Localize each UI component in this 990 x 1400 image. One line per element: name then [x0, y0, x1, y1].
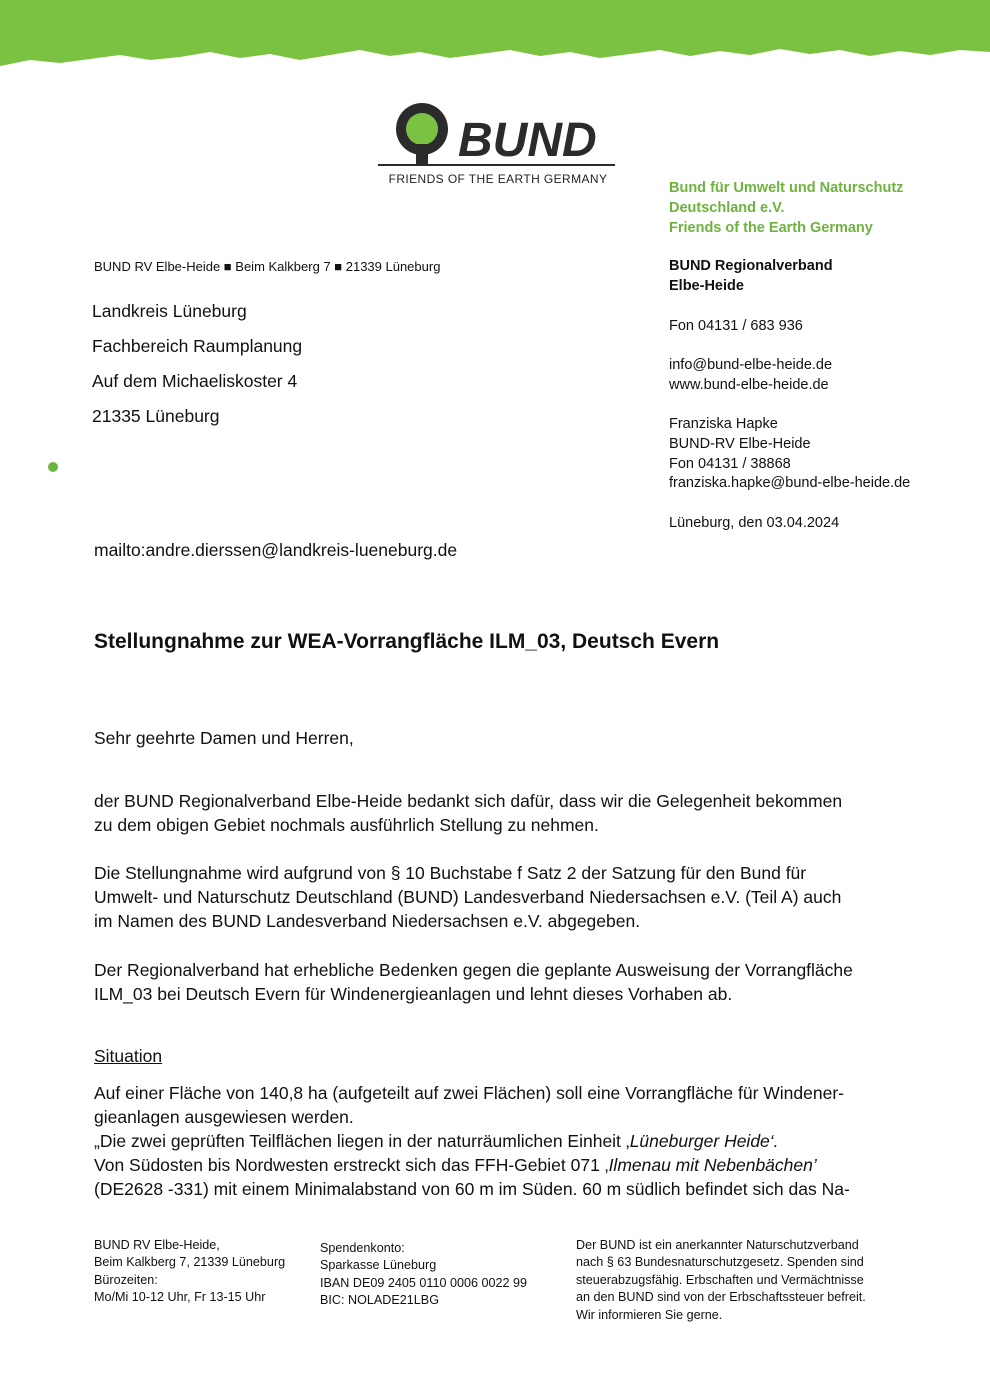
footer-address: [94, 1237, 285, 1307]
org-header: [669, 178, 903, 238]
contact-person-name: Franziska Hapke: [669, 415, 778, 432]
section-heading-situation: Situation: [94, 1046, 163, 1066]
header-green-band: [0, 0, 990, 80]
recipient-line3: Auf dem Michaeliskoster 4: [92, 371, 298, 391]
paragraph-1-line2: zu dem obigen Gebiet nochmals ausführlich Stellung zu nehmen.: [94, 815, 599, 835]
situation-line1: Auf einer Fläche von 140,8 ha (aufgeteilt auf zwei Flächen) soll eine Vorrangfläche für Windener-: [94, 1083, 845, 1103]
fold-mark: [48, 462, 58, 472]
situation-line3-italic: Lüneburger Heide‘.: [629, 1131, 779, 1151]
contact-block: [669, 257, 910, 534]
footer-col3-line1: Der BUND ist ein anerkannter Naturschutzverband: [576, 1238, 859, 1252]
footer-bank: [320, 1240, 527, 1310]
footer-col2-line2: Sparkasse Lüneburg: [320, 1258, 437, 1273]
footer-col1-line4: Mo/Mi 10-12 Uhr, Fr 13-15 Uhr: [94, 1290, 266, 1305]
footer-legal: [576, 1237, 866, 1324]
situation-line3: [94, 1129, 894, 1153]
situation-line5: (DE2628 -331) mit einem Minimalabstand von 60 m im Süden. 60 m südlich befindet sich das Na-: [94, 1179, 850, 1199]
paragraph-3-line1: Der Regionalverband hat erhebliche Bedenken gegen die geplante Ausweisung der Vorrangfläche: [94, 960, 853, 980]
footer-col2-line3: IBAN DE09 2405 0110 0006 0022 99: [320, 1275, 528, 1290]
org-header-line3: Friends of the Earth Germany: [669, 220, 873, 236]
situation-line4-text: Von Südosten bis Nordwesten erstreckt sich das FFH-Gebiet 071 ‚: [94, 1155, 609, 1175]
contact-person-email[interactable]: franziska.hapke@bund-elbe-heide.de: [669, 475, 911, 492]
paragraph-1-line1: der BUND Regionalverband Elbe-Heide bedankt sich dafür, dass wir die Gelegenheit bekommen: [94, 791, 843, 811]
contact-person-phone: Fon 04131 / 38868: [669, 455, 791, 472]
paragraph-2-line3: im Namen des BUND Landesverband Niedersachsen e.V. abgegeben.: [94, 911, 641, 931]
letter-subject: Stellungnahme zur WEA-Vorrangfläche ILM_03, Deutsch Evern: [94, 630, 720, 653]
recipient-line1: Landkreis Lüneburg: [92, 301, 247, 321]
footer-col3-line5: Wir informieren Sie gerne.: [576, 1307, 723, 1322]
paragraph-3-line2: ILM_03 bei Deutsch Evern für Windenergieanlagen und lehnt dieses Vorhaben ab.: [94, 984, 733, 1004]
footer-col3-line3: steuerabzugsfähig. Erbschaften und Vermächtnisse: [576, 1272, 864, 1287]
contact-phone: Fon 04131 / 683 936: [669, 317, 803, 334]
situation-line4: [94, 1153, 894, 1177]
footer-col1-line3: Bürozeiten:: [94, 1272, 158, 1287]
salutation: Sehr geehrte Damen und Herren,: [94, 728, 354, 748]
mailto-link[interactable]: mailto:andre.dierssen@landkreis-lueneburg.de: [94, 540, 458, 560]
contact-org-line1: BUND Regionalverband: [669, 258, 833, 274]
situation-line3-text: „Die zwei geprüften Teilflächen liegen in der naturräumlichen Einheit ‚: [94, 1131, 630, 1151]
contact-website[interactable]: www.bund-elbe-heide.de: [669, 377, 829, 394]
contact-email[interactable]: info@bund-elbe-heide.de: [669, 357, 833, 374]
recipient-address: [92, 294, 302, 434]
org-header-line1: Bund für Umwelt und Naturschutz: [669, 180, 904, 196]
org-header-line2: Deutschland e.V.: [669, 200, 785, 216]
footer-col1-line2: Beim Kalkberg 7, 21339 Lüneburg: [94, 1255, 286, 1270]
paragraph-3: [94, 958, 894, 1006]
recipient-line2: Fachbereich Raumplanung: [92, 336, 303, 356]
sender-line: BUND RV Elbe-Heide ■ Beim Kalkberg 7 ■ 21339 Lüneburg: [94, 259, 441, 274]
situation-line4-italic: Ilmenau mit Nebenbächen’: [608, 1155, 817, 1175]
paragraph-2: [94, 861, 894, 933]
situation-paragraph: [94, 1081, 894, 1201]
logo-tagline: FRIENDS OF THE EARTH GERMANY: [388, 172, 608, 186]
paragraph-2-line1: Die Stellungnahme wird aufgrund von § 10 Buchstabe f Satz 2 der Satzung für den Bund für: [94, 863, 807, 883]
contact-person-org: BUND-RV Elbe-Heide: [669, 435, 811, 452]
letter-date: Lüneburg, den 03.04.2024: [669, 515, 840, 532]
footer-col2-line1: Spendenkonto:: [320, 1241, 405, 1255]
logo-wordmark: BUND: [458, 114, 597, 167]
paragraph-2-line2: Umwelt- und Naturschutz Deutschland (BUND) Landesverband Niedersachsen e.V. (Teil A) auch: [94, 887, 842, 907]
paragraph-1: [94, 789, 894, 837]
contact-org-line2: Elbe-Heide: [669, 277, 744, 294]
footer-col3-line2: nach § 63 Bundesnaturschutzgesetz. Spenden sind: [576, 1255, 864, 1270]
recipient-line4: 21335 Lüneburg: [92, 406, 220, 426]
situation-line2: gieanlagen ausgewiesen werden.: [94, 1107, 354, 1127]
footer-col1-line1: BUND RV Elbe-Heide,: [94, 1238, 220, 1252]
footer-col3-line4: an den BUND sind von der Erbschaftssteuer befreit.: [576, 1290, 866, 1305]
footer-col2-line4: BIC: NOLADE21LBG: [320, 1293, 439, 1308]
